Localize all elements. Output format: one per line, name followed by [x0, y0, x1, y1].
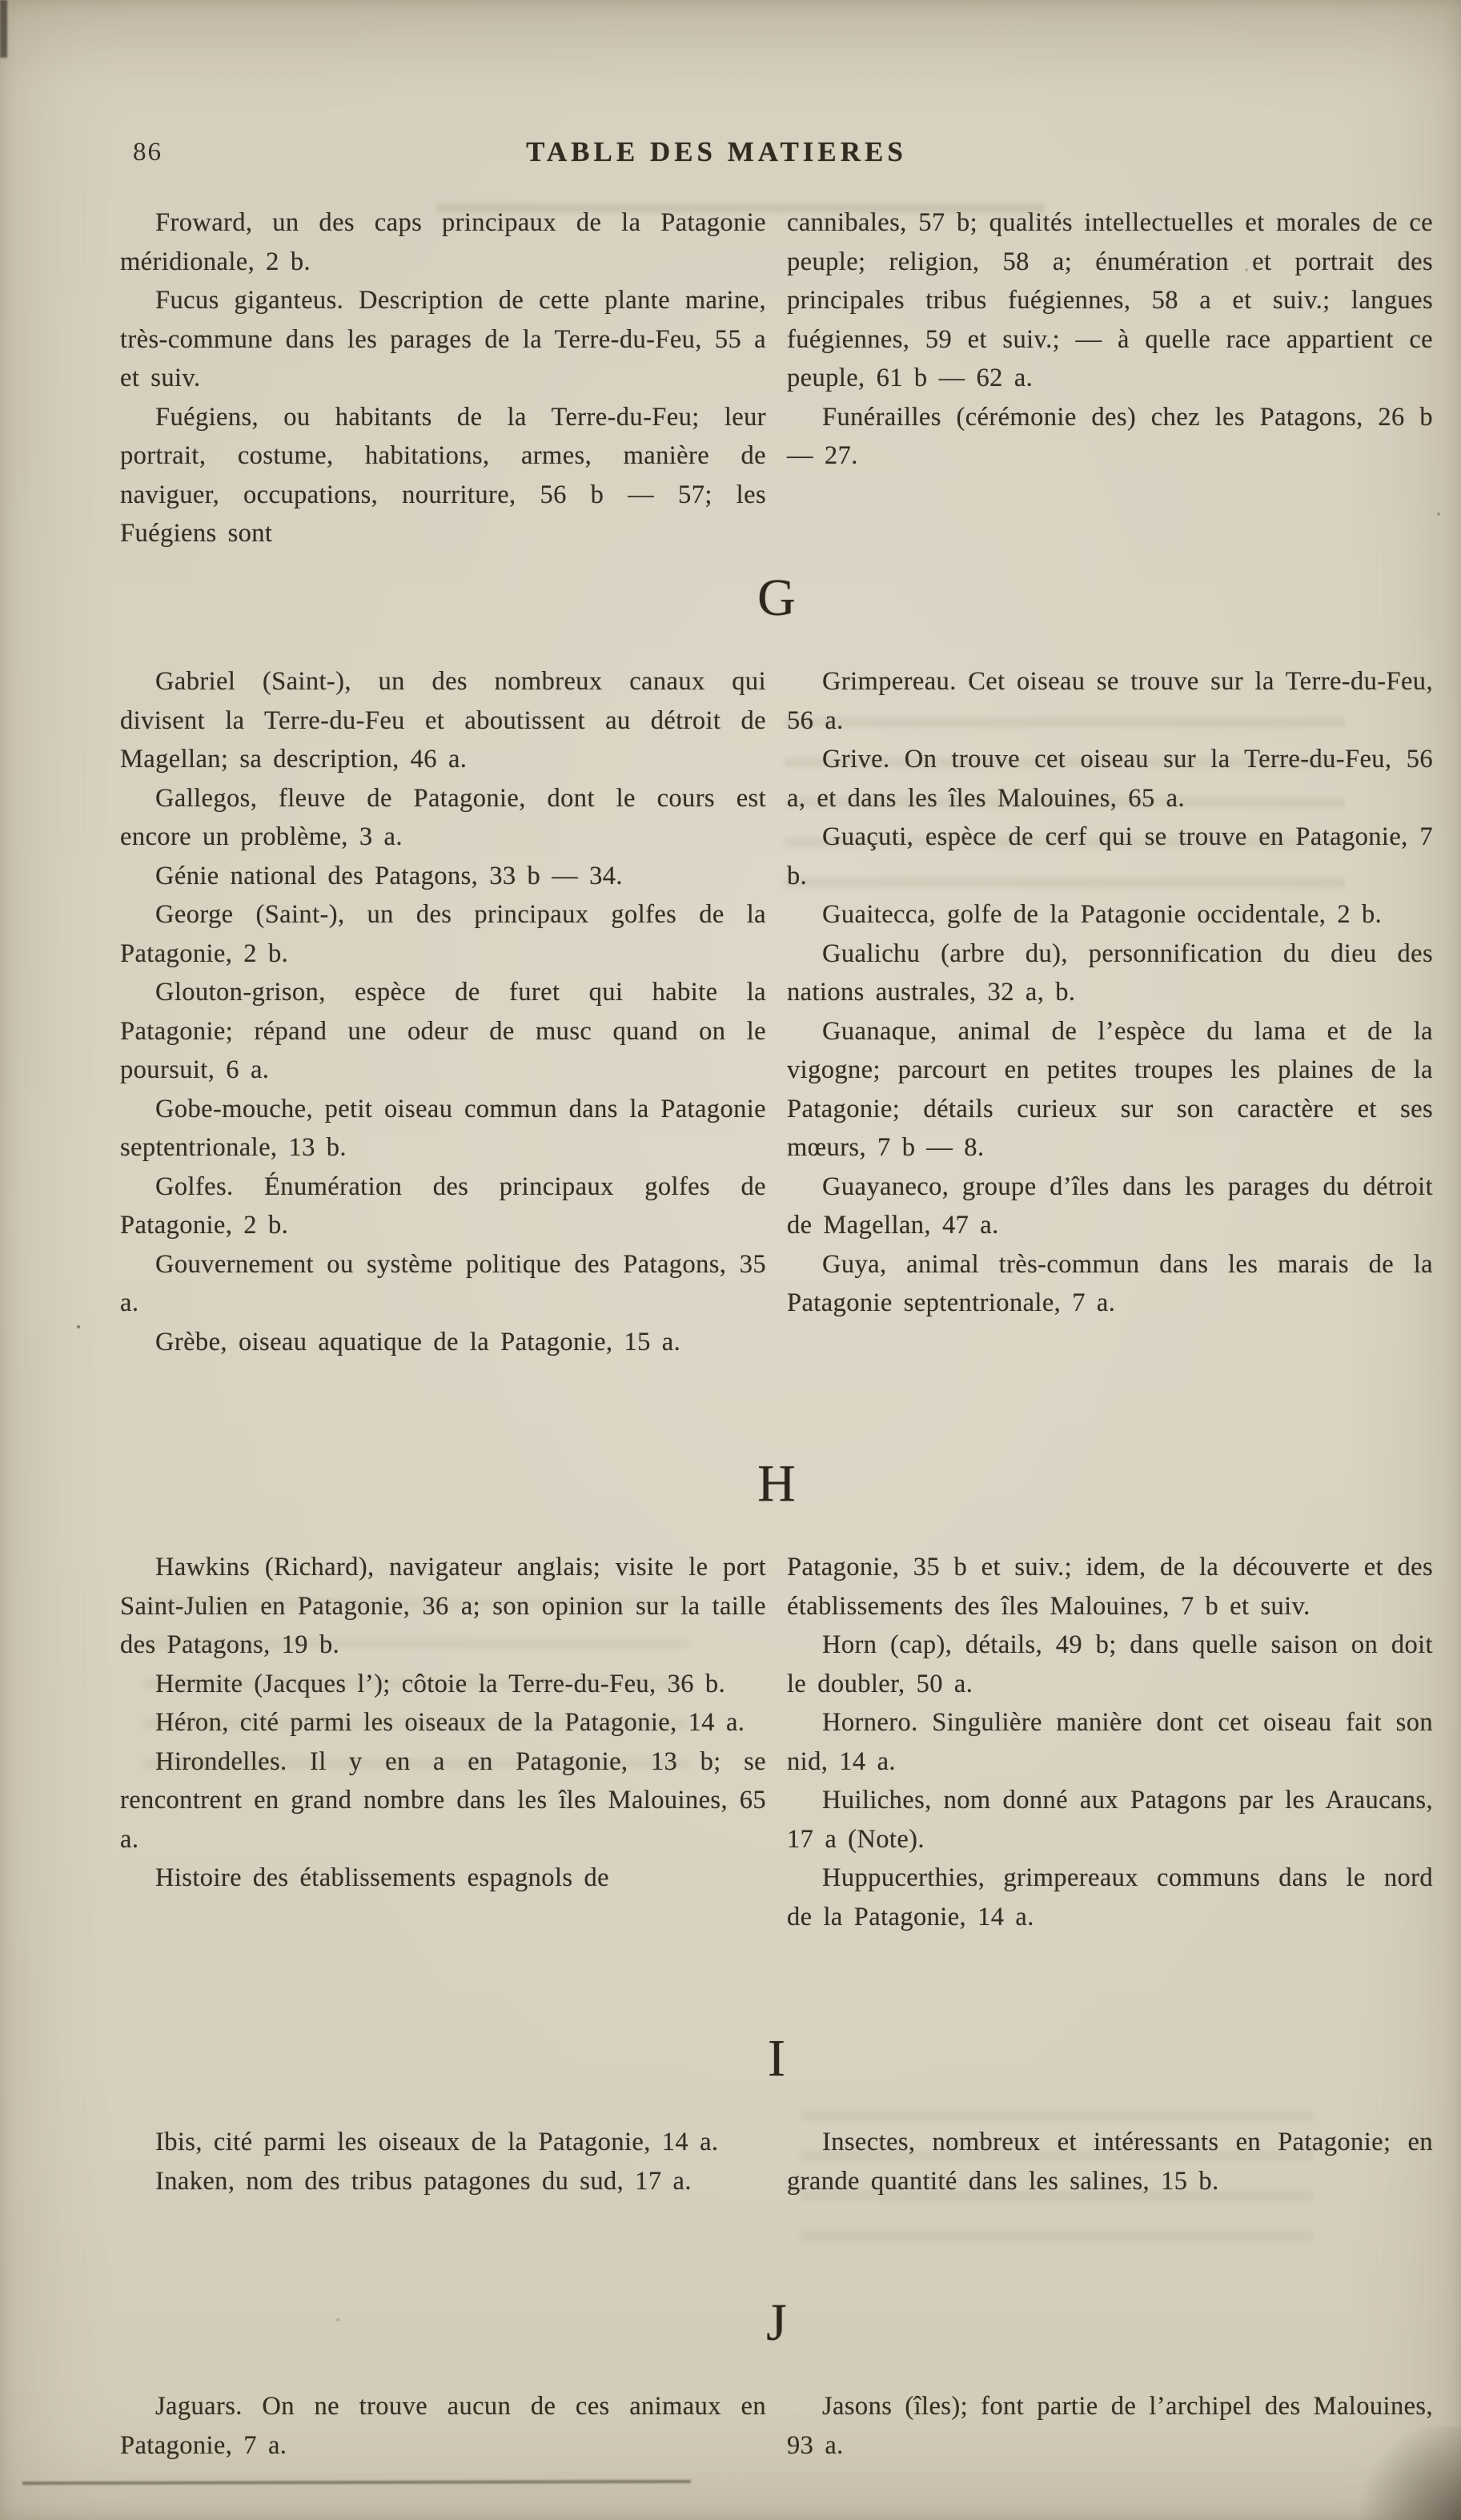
section-letter-heading: I — [768, 2029, 785, 2088]
column-right — [787, 1548, 1433, 1936]
index-entry: Horn (cap), détails, 49 b; dans quelle saison on doit le doubler, 50 a. — [787, 1630, 1433, 1698]
index-entry: Hermite (Jacques l’); côtoie la Terre-du-Feu, 36 b. — [155, 1669, 726, 1698]
paper-speck — [77, 1325, 80, 1328]
index-entry: Génie national des Patagons, 33 b — 34. — [155, 861, 623, 890]
index-entry: Hirondelles. Il y en a en Patagonie, 13 b; se rencontrent en grand nombre dans les îles Malouines, 65 a. — [120, 1746, 766, 1854]
index-entry: Inaken, nom des tribus patagones du sud, 17 a. — [155, 2166, 692, 2196]
column-right — [787, 203, 1433, 476]
index-entry: Grèbe, oiseau aquatique de la Patagonie, 15 a. — [155, 1327, 681, 1356]
column-right — [787, 2123, 1433, 2200]
index-entry: cannibales, 57 b; qualités intellectuelles et morales de ce peuple; religion, 58 a; énumération et portrait des principales tribus fuégiennes, 58 a et suiv.; langues fuégiennes, 59 et suiv.; — à quelle race appartient ce peuple, 61 b — 62 a. — [787, 208, 1433, 392]
paper-speck — [1437, 512, 1440, 516]
index-entry: Huppucerthies, grimpereaux communs dans le nord de la Patagonie, 14 a. — [787, 1863, 1433, 1931]
section-columns — [120, 2387, 1433, 2465]
index-entry: Hornero. Singulière manière dont cet oiseau fait son nid, 14 a. — [787, 1708, 1433, 1776]
section-letter-heading: H — [757, 1454, 796, 1513]
column-right — [787, 662, 1433, 1323]
index-entry: Patagonie, 35 b et suiv.; idem, de la découverte et des établissements des îles Malouines, 7 b et suiv. — [787, 1553, 1433, 1621]
index-entry: Gallegos, fleuve de Patagonie, dont le cours est encore un problème, 3 a. — [120, 783, 766, 851]
index-entry: Guayaneco, groupe d’îles dans les parages du détroit de Magellan, 47 a. — [787, 1172, 1433, 1240]
index-entry: Grimpereau. Cet oiseau se trouve sur la Terre-du-Feu, 56 a. — [787, 667, 1433, 735]
index-entry: Guaitecca, golfe de la Patagonie occidentale, 2 b. — [822, 900, 1383, 929]
index-entry: Jaguars. On ne trouve aucun de ces animaux en Patagonie, 7 a. — [120, 2392, 766, 2460]
sections — [120, 203, 1433, 2465]
index-entry: Huiliches, nom donné aux Patagons par les Araucans, 17 a (Note). — [787, 1786, 1433, 1854]
column-left — [120, 203, 766, 553]
index-entry: Jasons (îles); font partie de l’archipel des Malouines, 93 a. — [787, 2392, 1433, 2460]
index-entry: Guya, animal très-commun dans les marais de la Patagonie septentrionale, 7 a. — [787, 1249, 1433, 1317]
section-letter-heading: J — [766, 2293, 787, 2352]
column-left — [120, 1548, 766, 1898]
column-left — [120, 2387, 766, 2465]
index-entry: Ibis, cité parmi les oiseaux de la Patagonie, 14 a. — [155, 2128, 719, 2156]
index-entry: Guaçuti, espèce de cerf qui se trouve en Patagonie, 7 b. — [787, 822, 1433, 890]
index-section — [120, 566, 1433, 1439]
index-entry: Fucus giganteus. Description de cette plante marine, très-commune dans les parages de la Terre-du-Feu, 55 a et suiv. — [120, 286, 766, 392]
index-entry: Insectes, nombreux et intéressants en Patagonie; en grande quantité dans les salines, 15 b. — [787, 2128, 1433, 2196]
index-entry: Hawkins (Richard), navigateur anglais; visite le port Saint-Julien en Patagonie, 36 a; son opinion sur la taille des Patagons, 19 b. — [120, 1553, 766, 1659]
index-entry: Funérailles (cérémonie des) chez les Patagons, 26 b — 27. — [787, 402, 1433, 470]
page-number: 86 — [133, 138, 163, 167]
index-entry: Fuégiens, ou habitants de la Terre-du-Feu; leur portrait, costume, habitations, armes, manière de naviguer, occupations, nourriture, 56 b — 57; les Fuégiens sont — [120, 402, 766, 548]
section-columns — [120, 203, 1433, 553]
index-entry: Golfes. Énumération des principaux golfes de Patagonie, 2 b. — [120, 1172, 766, 1240]
column-left — [120, 662, 766, 1361]
index-entry: Héron, cité parmi les oiseaux de la Patagonie, 14 a. — [155, 1708, 745, 1737]
index-section — [120, 2027, 1433, 2278]
index-entry: Grive. On trouve cet oiseau sur la Terre-du-Feu, 56 a, et dans les îles Malouines, 65 a. — [787, 745, 1433, 813]
section-columns — [120, 2123, 1433, 2278]
index-entry: Gobe-mouche, petit oiseau commun dans la Patagonie septentrionale, 13 b. — [120, 1094, 766, 1162]
index-section — [120, 203, 1433, 553]
index-entry: Glouton-grison, espèce de furet qui habite la Patagonie; répand une odeur de musc quand on le poursuit, 6 a. — [120, 978, 766, 1084]
section-columns — [120, 662, 1433, 1439]
page-title: TABLE DES MATIERES — [526, 136, 907, 167]
column-right — [787, 2387, 1433, 2465]
index-section — [120, 2291, 1433, 2465]
index-entry: George (Saint-), un des principaux golfes de la Patagonie, 2 b. — [120, 900, 766, 968]
section-columns — [120, 1548, 1433, 2014]
section-letter-heading: G — [757, 569, 796, 627]
index-entry: Gabriel (Saint-), un des nombreux canaux qui divisent la Terre-du-Feu et aboutissent au détroit de Magellan; sa description, 46 a. — [120, 667, 766, 774]
page-header — [120, 136, 1433, 173]
index-section — [120, 1452, 1433, 2014]
index-entry: Gualichu (arbre du), personnification du dieu des nations australes, 32 a, b. — [787, 938, 1433, 1007]
scan-edge-artifact — [0, 0, 7, 58]
index-entry: Histoire des établissements espagnols de — [155, 1863, 609, 1892]
scan-line-artifact — [22, 2480, 691, 2485]
index-entry: Gouvernement ou système politique des Patagons, 35 a. — [120, 1249, 766, 1317]
column-left — [120, 2123, 766, 2200]
index-entry: Froward, un des caps principaux de la Patagonie méridionale, 2 b. — [120, 208, 766, 276]
index-entry: Guanaque, animal de l’espèce du lama et de la vigogne; parcourt en petites troupes les plaines de la Patagonie; détails curieux sur son caractère et ses mœurs, 7 b — 8. — [787, 1016, 1433, 1162]
